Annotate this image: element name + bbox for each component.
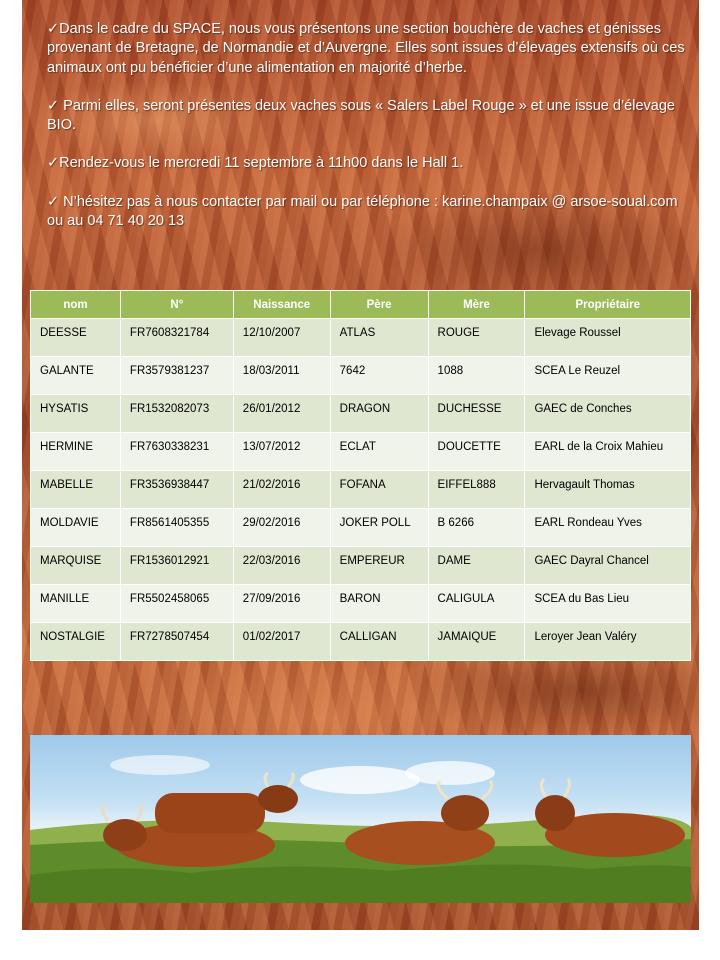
cell-nom: DEESSE	[31, 319, 121, 357]
cell-naissance: 26/01/2012	[233, 395, 330, 433]
cell-mere: DUCHESSE	[428, 395, 525, 433]
cell-nom: HYSATIS	[31, 395, 121, 433]
intro-text	[47, 20, 687, 231]
cell-mere: CALIGULA	[428, 585, 525, 623]
cell-mere: ROUGE	[428, 319, 525, 357]
cattle-table	[30, 290, 691, 661]
cell-proprietaire: Hervagault Thomas	[525, 471, 691, 509]
cell-nom: MOLDAVIE	[31, 509, 121, 547]
cell-pere: JOKER POLL	[330, 509, 428, 547]
table-row	[31, 585, 691, 623]
cell-mere: B 6266	[428, 509, 525, 547]
cell-proprietaire: EARL de la Croix Mahieu	[525, 433, 691, 471]
intro-paragraph-label-rouge: ✓ Parmi elles, seront présentes deux vaches sous « Salers Label Rouge » et une issue d’élevage BIO.	[47, 97, 675, 134]
cell-numero: FR3536938447	[120, 471, 233, 509]
table-row	[31, 433, 691, 471]
table-row	[31, 471, 691, 509]
cell-pere: DRAGON	[330, 395, 428, 433]
cell-pere: 7642	[330, 357, 428, 395]
cell-pere: BARON	[330, 585, 428, 623]
cell-pere: ATLAS	[330, 319, 428, 357]
table-row	[31, 319, 691, 357]
cell-naissance: 21/02/2016	[233, 471, 330, 509]
flyer-page	[22, 0, 699, 930]
header-naissance: Naissance	[233, 291, 330, 319]
cell-numero: FR5502458065	[120, 585, 233, 623]
table-row	[31, 547, 691, 585]
cell-mere: JAMAIQUE	[428, 623, 525, 661]
cell-numero: FR7630338231	[120, 433, 233, 471]
intro-paragraph-space: ✓Dans le cadre du SPACE, nous vous présentons une section bouchère de vaches et génisses provenant de Bretagne, de Normandie et d’Auvergne. Elles sont issues d’élevages extensifs où ces animaux ont pu bénéficier d’une alimentation en majorité d’herbe.	[47, 21, 685, 76]
cell-pere: EMPEREUR	[330, 547, 428, 585]
cell-proprietaire: SCEA Le Reuzel	[525, 357, 691, 395]
cell-proprietaire: Leroyer Jean Valéry	[525, 623, 691, 661]
cell-mere: DAME	[428, 547, 525, 585]
cell-numero: FR7608321784	[120, 319, 233, 357]
cell-proprietaire: Elevage Roussel	[525, 319, 691, 357]
cell-naissance: 12/10/2007	[233, 319, 330, 357]
cell-pere: CALLIGAN	[330, 623, 428, 661]
cows-photo	[30, 735, 691, 903]
cows-illustration	[30, 735, 691, 903]
cell-proprietaire: GAEC Dayral Chancel	[525, 547, 691, 585]
intro-paragraph-contact: ✓ N’hésitez pas à nous contacter par mail ou par téléphone : karine.champaix @ arsoe-soual.com ou au 04 71 40 20 13	[47, 193, 678, 230]
cell-proprietaire: EARL Rondeau Yves	[525, 509, 691, 547]
cell-naissance: 29/02/2016	[233, 509, 330, 547]
cell-proprietaire: GAEC de Conches	[525, 395, 691, 433]
cell-proprietaire: SCEA du Bas Lieu	[525, 585, 691, 623]
header-numero: N°	[120, 291, 233, 319]
cell-naissance: 18/03/2011	[233, 357, 330, 395]
header-pere: Père	[330, 291, 428, 319]
table-row	[31, 395, 691, 433]
cell-naissance: 27/09/2016	[233, 585, 330, 623]
header-nom: nom	[31, 291, 121, 319]
cell-nom: MARQUISE	[31, 547, 121, 585]
cell-numero: FR1536012921	[120, 547, 233, 585]
header-proprietaire: Propriétaire	[525, 291, 691, 319]
cell-numero: FR3579381237	[120, 357, 233, 395]
cell-nom: GALANTE	[31, 357, 121, 395]
cell-naissance: 22/03/2016	[233, 547, 330, 585]
intro-paragraph-rendezvous: ✓Rendez-vous le mercredi 11 septembre à 11h00 dans le Hall 1.	[47, 155, 464, 172]
cell-naissance: 13/07/2012	[233, 433, 330, 471]
cell-pere: FOFANA	[330, 471, 428, 509]
cell-numero: FR7278507454	[120, 623, 233, 661]
cell-nom: NOSTALGIE	[31, 623, 121, 661]
table-row	[31, 357, 691, 395]
cell-numero: FR1532082073	[120, 395, 233, 433]
cell-mere: DOUCETTE	[428, 433, 525, 471]
cell-mere: EIFFEL888	[428, 471, 525, 509]
header-mere: Mère	[428, 291, 525, 319]
cell-nom: MANILLE	[31, 585, 121, 623]
cell-nom: MABELLE	[31, 471, 121, 509]
table-header-row	[31, 291, 691, 319]
table-row	[31, 509, 691, 547]
cell-nom: HERMINE	[31, 433, 121, 471]
cell-mere: 1088	[428, 357, 525, 395]
cell-naissance: 01/02/2017	[233, 623, 330, 661]
cell-pere: ECLAT	[330, 433, 428, 471]
cell-numero: FR8561405355	[120, 509, 233, 547]
table-row	[31, 623, 691, 661]
